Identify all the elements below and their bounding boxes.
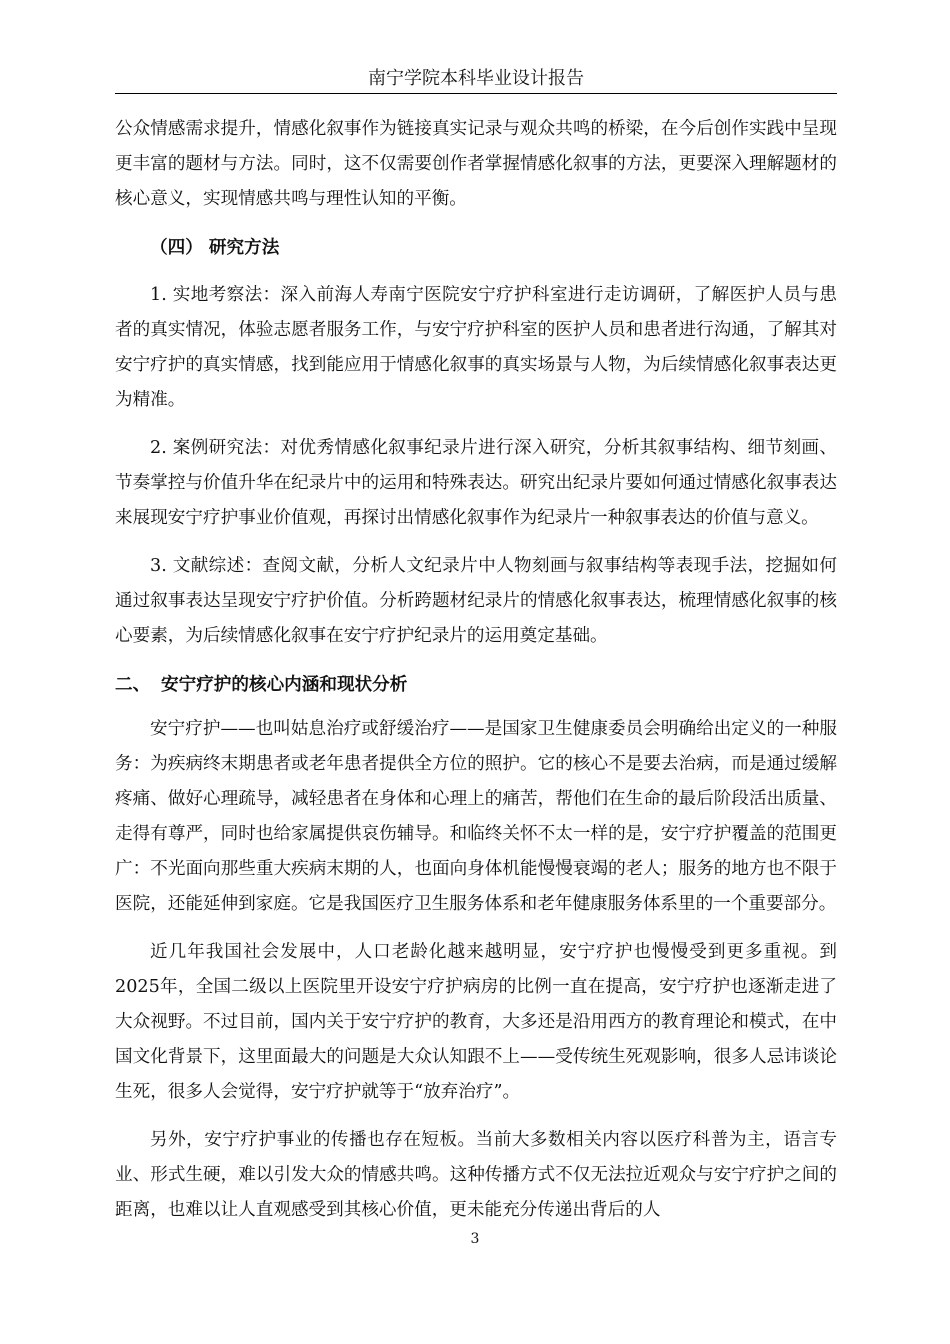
method-item-3: 3. 文献综述：查阅文献，分析人文纪录片中人物刻画与叙事结构等表现手法，挖掘如何通过叙事表达呈现安宁疗护价值。分析跨题材纪录片的情感化叙事表达，梳理情感化叙事的核心要素，为后续情感化叙事在安宁疗护纪录片的运用奠定基础。 <box>115 556 837 646</box>
chapter-number: 二、 <box>115 674 151 695</box>
body-paragraph-3: 另外，安宁疗护事业的传播也存在短板。当前大多数相关内容以医疗科普为主，语言专业、形式生硬，难以引发大众的情感共鸣。这种传播方式不仅无法拉近观众与安宁疗护之间的距离，也难以让人直观感受到其核心价值，更未能充分传递出背后的人 <box>115 1130 837 1220</box>
chapter-heading <box>115 667 837 702</box>
chapter-title: 安宁疗护的核心内涵和现状分析 <box>161 674 408 695</box>
method-item-1: 1. 实地考察法：深入前海人寿南宁医院安宁疗护科室进行走访调研，了解医护人员与患者的真实情况，体验志愿者服务工作，与安宁疗护科室的医护人员和患者进行沟通，了解其对安宁疗护的真实情感，找到能应用于情感化叙事的真实场景与人物，为后续情感化叙事表达更为精准。 <box>115 285 837 410</box>
intro-paragraph: 公众情感需求提升，情感化叙事作为链接真实记录与观众共鸣的桥梁，在今后创作实践中呈现更丰富的题材与方法。同时，这不仅需要创作者掌握情感化叙事的方法，更要深入理解题材的核心意义，实现情感共鸣与理性认知的平衡。 <box>115 119 837 209</box>
method-item-2: 2. 案例研究法：对优秀情感化叙事纪录片进行深入研究，分析其叙事结构、细节刻画、节奏掌控与价值升华在纪录片中的运用和特殊表达。研究出纪录片要如何通过情感化叙事表达来展现安宁疗护事业价值观，再探讨出情感化叙事作为纪录片一种叙事表达的价值与意义。 <box>115 438 837 528</box>
page-header: 南宁学院本科毕业设计报告 <box>368 68 584 89</box>
body-text <box>115 112 837 1241</box>
body-paragraph-1: 安宁疗护——也叫姑息治疗或舒缓治疗——是国家卫生健康委员会明确给出定义的一种服务：为疾病终末期患者或老年患者提供全方位的照护。它的核心不是要去治病，而是通过缓解疼痛、做好心理疏导，减轻患者在身体和心理上的痛苦，帮他们在生命的最后阶段活出质量、走得有尊严，同时也给家属提供哀伤辅导。和临终关怀不太一样的是，安宁疗护覆盖的范围更广：不光面向那些重大疾病末期的人，也面向身体机能慢慢衰竭的老人；服务的地方也不限于医院，还能延伸到家庭。它是我国医疗卫生服务体系和老年健康服务体系里的一个重要部分。 <box>115 719 837 914</box>
page-number: 3 <box>470 1231 480 1247</box>
body-paragraph-2: 近几年我国社会发展中，人口老龄化越来越明显，安宁疗护也慢慢受到更多重视。到2025年，全国二级以上医院里开设安宁疗护病房的比例一直在提高，安宁疗护也逐渐走进了大众视野。不过目前，国内关于安宁疗护的教育，大多还是沿用西方的教育理论和模式，在中国文化背景下，这里面最大的问题是大众认知跟不上——受传统生死观影响，很多人忌讳谈论生死，很多人会觉得，安宁疗护就等于“放弃治疗”。 <box>115 942 837 1102</box>
header-divider <box>115 93 837 94</box>
section-heading-research-methods: （四） 研究方法 <box>150 237 280 258</box>
